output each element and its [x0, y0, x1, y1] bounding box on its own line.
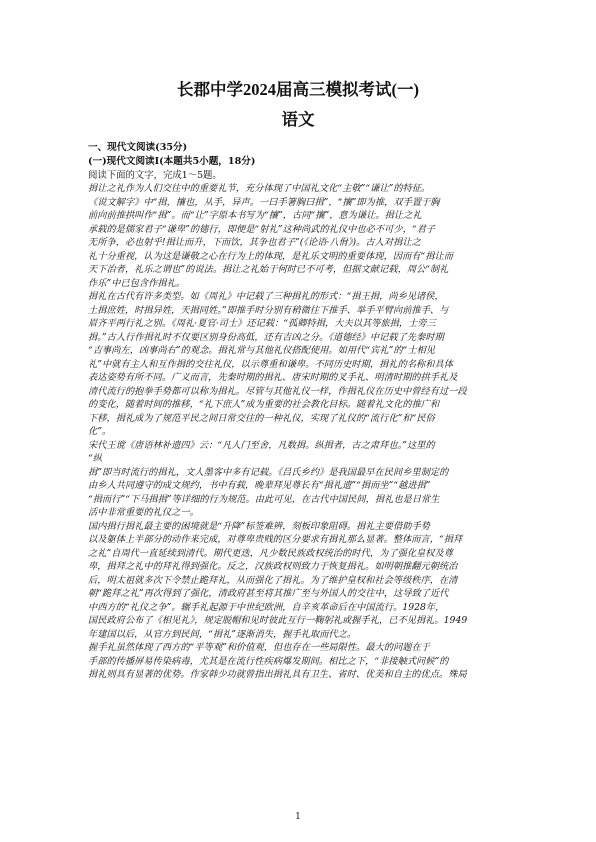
- passage-line: 国内揖行揖礼最主要的困境就是“升降”标签难辨，刻板印象阻碍。揖礼主要借助手势: [88, 520, 431, 532]
- passage-line: 礼”中就有主人和互作揖的交往礼仪，以示尊重和谦卑。不同历史时期，揖礼的名称和具体: [88, 358, 454, 370]
- passage-line: 眉齐平两行礼之别。《周礼·夏官·司士》还记载：“孤卿特揖，大夫以其等旅揖，士旁三: [88, 318, 436, 329]
- passage-line: 清代流行的抱拳手势都可以称为揖礼。尽管与其他礼仪一样，作揖礼仪在历史中曾经有过一段: [88, 385, 467, 397]
- passage-line: 作乐”中已包含作揖礼。: [88, 277, 186, 289]
- exam-title: 长郡中学2024届高三模拟考试(一): [177, 80, 419, 99]
- passage-line: 揖”即当时流行的揖礼，文人墨客中多有记载。《吕氏乡约》是我国最早在民间乡里制定的: [88, 466, 449, 478]
- passage-line: 揖。”古人行作揖礼时不仅要区别身份高低，还有吉凶之分。《道德经》中记载了先秦时期: [88, 331, 444, 343]
- passage-line: 下移，揖礼成为了规范平民之间日常交往的一种礼仪，实现了礼仪的“流行化”和“民俗: [88, 412, 435, 424]
- passage-line: 活中非常重要的礼仪之一。: [88, 507, 199, 518]
- subject-title: 语文: [281, 110, 315, 129]
- passage-line: “纵: [88, 453, 102, 464]
- passage-body: [88, 182, 506, 682]
- passage-line: 朝“跪拜之礼”再次得到了强化，清政府甚至将其推广至与外国人的交往中，这导致了近代: [88, 588, 449, 599]
- passage-line: 宋代王谠《唐语林补遗四》云：“凡人门至舍，凡数揖。纵揖者，古之肃拜也。”这里的: [88, 439, 435, 451]
- passage-line: 揖礼则具有显著的优势。作家韩少功就曾指出揖礼具有卫生、省时、优美和自主的优点。殊局: [88, 669, 467, 680]
- passage-line: “吉事尚左，凶事尚右”的观念。揖礼常与其他礼仪搭配使用。如用代“宾礼”的“士相见: [88, 345, 436, 356]
- passage-line: 国民政府公布了《相见礼》，规定脱帽和见时彼此互行一鞠躬礼或握手礼，已不见揖礼。1949: [88, 615, 468, 626]
- passage-line: 土揖庶姓，时揖异姓，天揖同姓。”即推手时分别有稍微往下推手、举手平臂向前推手、与: [88, 304, 449, 316]
- passage-line: 天下治者，礼乐之谓也”的说法。揖让之礼始于何时已不可考，但据文献记载，周公“制礼: [88, 264, 449, 275]
- reading-instruction: 阅读下面的文字，完成1～5题。: [88, 170, 222, 181]
- passage-line: 卑，揖拜之礼中的拜礼得到强化。反之，汉族政权则致力于恢复揖礼。如明朝推翻元朝统治: [88, 561, 458, 572]
- passage-line: 中西方的“礼仪之争”。辗手礼起源于中世纪欧洲，自辛亥革命后在中国流行。1928年，: [88, 601, 445, 613]
- passage-line: 后，明太祖就多次下令禁止跪拜礼，从而强化了揖礼。为了维护皇权和社会等级秩序，在清: [88, 574, 458, 586]
- passage-line: 礼十分重视，认为这是谦敬之心在行为上的体现，是礼乐文明的重要体现，因而有“揖让而: [88, 250, 454, 262]
- passage-line: 无所争，必也射乎!揖让而升，下而饮，其争也君子”(《论语·八佾》)。古人对揖让之: [88, 237, 421, 248]
- passage-line: 的变化，随着时间的推移，“礼下庶人”成为重要的社会教化目标。随着礼文化的推广和: [88, 399, 440, 410]
- passage-line: 《说文解字》中“揖，攘也，从手，异声。一曰手箸胸曰揖”，“攘”即为推，双手置于胸: [88, 196, 440, 208]
- subsection-heading: (一)现代文阅读I(本题共5小题，18分): [88, 156, 256, 167]
- passage-line: 由乡人共同遵守的成文规约，书中有载，晚辈拜见尊长有“揖礼遗”“揖而坐”“越进揖”: [88, 480, 431, 491]
- passage-line: 表达姿势有所不同。广义而言，先秦时期的揖礼、唐宋时期的叉手礼、明清时期的拱手礼及: [88, 372, 458, 383]
- section-heading: 一、现代文阅读(35分): [88, 142, 188, 153]
- passage-line: “揖而行”“下马揖揖”等详细的行为规范。由此可见，在古代中国民间，揖礼也是日常生: [88, 493, 440, 505]
- passage-line: 承载的是儒家君子“谦卑”的德行，即便是“射礼”这种尚武的礼仪中也必不可少，“君子: [88, 223, 436, 235]
- passage-line: 之礼”自周代一直延续到清代。期代更迭，凡少数民族政权统治的时代，为了强化皇权及尊: [88, 547, 454, 559]
- passage-line: 化”。: [88, 426, 112, 437]
- passage-line: 手部的传播屏易传染病毒，尤其是在流行性疾病爆发期间。相比之下，“非接触式问候”的: [88, 655, 449, 667]
- passage-line: 揖礼在古代有许多类型。如《周礼》中记载了三种揖礼的形式：“揖王揖，尚乡见诸侯，: [88, 291, 444, 302]
- passage-line: 以及躯体上半部分的动作来完成，对尊卑贵贱的区分要求有揖礼那么显著。整体而言，“揖拜: [88, 534, 463, 545]
- page-number: 1: [295, 812, 301, 822]
- passage-line: 年建国以后，从官方到民间，“揖礼”逐渐消失，握手礼取而代之。: [88, 628, 357, 640]
- passage-line: 握手礼虽然体现了西方的“平等观”和价值观，但也存在一些局限性。最大的问题在于: [88, 642, 431, 653]
- passage-line: 揖让之礼作为人们交往中的重要礼节，充分体现了中国礼文化“主敬”“谦让”的特征。: [88, 183, 431, 194]
- passage-line: 前向前推拱叫作“揖”。而“让”字原本书写为“攘”，古同“攘”，意为谦让。揖让之礼: [88, 210, 422, 221]
